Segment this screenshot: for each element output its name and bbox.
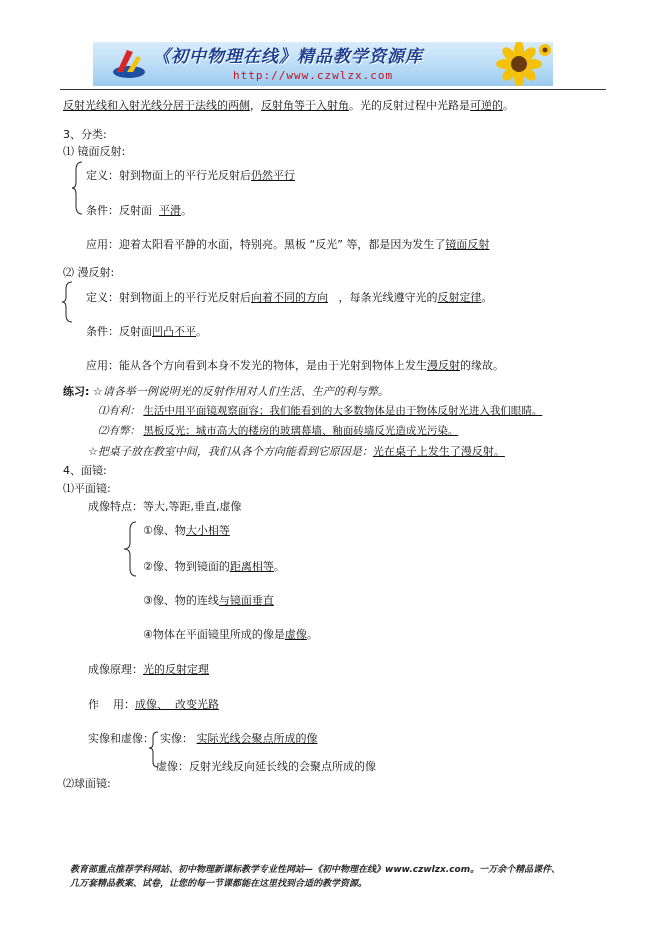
feature-4-prefix: ④物体在平面镜里所成的像是 — [143, 628, 285, 641]
footer — [70, 864, 610, 892]
site-logo — [111, 46, 147, 82]
feature-2-prefix: ②像、物到镜面的 — [143, 560, 230, 573]
spherical-mirror-heading: ⑵球面镜: — [63, 777, 111, 790]
feature-2-value: 距离相等 — [229, 560, 274, 573]
diffuse-def-value: 向着不同的方向 — [251, 291, 328, 304]
real-prefix: 实像： — [160, 732, 193, 745]
header-banner — [93, 42, 553, 86]
practice-q2-answer: 光在桌子上发生了漫反射。 — [372, 445, 505, 458]
diffuse-def-mid: ，每条光线遵守光的 — [338, 291, 438, 304]
real-image-def — [160, 732, 318, 745]
diffuse-application — [86, 359, 504, 372]
image-features-label: 成像特点：等大,等距,垂直,虚像 — [88, 500, 242, 513]
feature-2-suffix: 。 — [273, 560, 285, 573]
diffuse-cond-prefix: 条件：反射面 — [86, 325, 152, 338]
diffuse-def-suffix: 。 — [481, 291, 493, 304]
practice-q1-text: ☆请各举一例说明光的反射作用对人们生活、生产的利与弊。 — [92, 385, 389, 398]
diffuse-condition — [86, 325, 207, 338]
mirror-brace — [70, 160, 84, 216]
feature-1 — [143, 524, 230, 537]
benefit-text: 生活中用平面镜观察面容；我们能看到的大多数物体是由于物体反射光进入我们眼睛。 — [143, 405, 543, 417]
feature-4-value: 虚像 — [284, 628, 307, 641]
intro-part-d: 。光的反射过程中光路是 — [349, 99, 470, 112]
mirror-cond-suffix: 。 — [181, 204, 192, 217]
function-prefix: 作 用： — [88, 698, 135, 711]
diffuse-heading: ⑵ 漫反射: — [63, 266, 115, 279]
site-url[interactable]: http://www.czwlzx.com — [233, 69, 394, 82]
real-virtual-line — [88, 732, 154, 745]
diffuse-def-value2: 反射定律 — [437, 291, 482, 304]
diffuse-def-prefix: 定义：射到物面上的平行光反射后 — [86, 291, 251, 304]
feature-3-prefix: ③像、物的连线 — [143, 594, 219, 607]
diffuse-app-suffix: 的缘故。 — [460, 359, 504, 372]
footer-line-2: 几万套精品教案、试卷，让您的每一节课都能在这里找到合适的教学资源。 — [70, 878, 368, 889]
intro-part-a: 反射光线和入射光线分居于法线的两侧 — [63, 99, 250, 112]
feature-2 — [143, 560, 285, 573]
diffuse-cond-value: 凹凸不平 — [152, 325, 196, 338]
intro-part-b: ， — [250, 99, 261, 112]
harm-text: 黑板反光；城市高大的楼房的玻璃幕墙、釉面砖墙反光造成光污染。 — [143, 425, 459, 437]
plane-mirror-heading: ⑴平面镜: — [63, 482, 111, 495]
mirror-heading: ⑴ 镜面反射: — [63, 145, 126, 158]
diffuse-app-prefix: 应用：能从各个方向看到本身不发光的物体，是由于光射到物体上发生 — [86, 359, 427, 372]
sunflower-image — [487, 42, 551, 86]
header-rule — [60, 89, 606, 90]
real-virtual-label: 实像和虚像： — [88, 732, 154, 745]
feature-3 — [143, 594, 274, 607]
mirror-cond-prefix: 条件：反射面 — [86, 204, 152, 217]
mirror-condition — [86, 204, 192, 217]
intro-part-e: 可逆的 — [470, 99, 503, 112]
function-value: 成像、 改变光路 — [135, 698, 219, 711]
virtual-image-def: 虚像：反射光线反向延长线的会聚点所成的像 — [156, 760, 376, 773]
mirror-app-value: 镜面反射 — [445, 238, 490, 251]
intro-line — [63, 99, 514, 112]
feature-3-value: 与镜面垂直 — [218, 594, 274, 607]
diffuse-cond-suffix: 。 — [196, 325, 207, 338]
mirror-application — [86, 238, 489, 251]
mirror-def-prefix: 定义：射到物面上的平行光反射后 — [86, 169, 251, 182]
practice-benefit — [98, 405, 542, 418]
diffuse-definition — [86, 291, 493, 304]
intro-part-f: 。 — [503, 99, 514, 112]
mirror-def-value: 仍然平行 — [251, 169, 295, 182]
features-brace — [122, 520, 138, 578]
mirror-app-prefix: 应用：迎着太阳看平静的水面，特别亮。黑板 “反光” 等，都是因为发生了 — [86, 238, 446, 251]
footer-line-1: 教育部重点推荐学科网站、初中物理新课标教学专业性网站—《初中物理在线》www.czwlzx.com。一万余个精品课件、 — [70, 865, 561, 875]
feature-1-prefix: ①像、物 — [143, 524, 186, 537]
section3-heading: 3、分类: — [63, 128, 107, 141]
practice-harm — [98, 425, 458, 438]
harm-label: ⑵有弊： — [98, 425, 140, 437]
real-value: 实际光线会聚点所成的像 — [196, 732, 318, 745]
section4-heading: 4、面镜: — [63, 464, 107, 477]
imaging-principle — [88, 663, 209, 676]
diffuse-brace — [60, 280, 74, 324]
mirror-cond-value: 平滑 — [159, 204, 181, 217]
practice-question-2 — [88, 445, 505, 458]
site-title: 《初中物理在线》精品教学资源库 — [153, 47, 423, 67]
mirror-definition — [86, 169, 295, 182]
principle-prefix: 成像原理： — [88, 663, 143, 676]
intro-part-c: 反射角等于入射角 — [261, 99, 349, 112]
mirror-function — [88, 698, 219, 711]
practice-label: 练习: — [63, 385, 90, 398]
practice-q2-prefix: ☆把桌子放在教室中间，我们从各个方向能看到它原因是： — [88, 445, 373, 458]
principle-value: 光的反射定理 — [143, 663, 209, 676]
feature-4-suffix: 。 — [306, 628, 318, 641]
practice-question-1 — [63, 385, 389, 398]
feature-1-value: 大小相等 — [185, 524, 230, 537]
diffuse-app-value: 漫反射 — [427, 359, 460, 372]
feature-4 — [143, 628, 318, 641]
benefit-label: ⑴有利： — [98, 405, 140, 417]
